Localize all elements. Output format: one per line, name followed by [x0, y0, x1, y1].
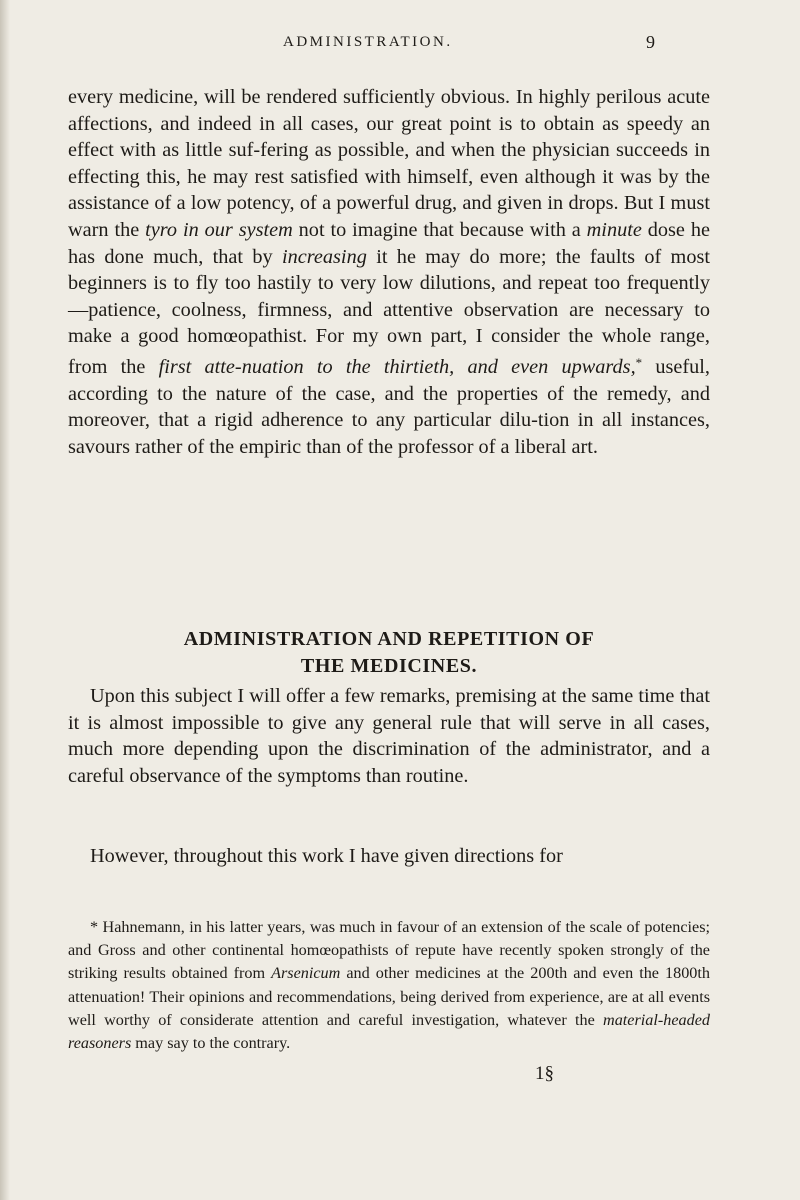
- footnote-reference-mark: *: [635, 354, 643, 370]
- footnote-mark: *: [90, 918, 99, 936]
- paragraph-1-text-1: every medicine, will be rendered sufficiently obvious. In highly perilous acute affections, and indeed in all cases, our great point is to obtain as speedy an effect with as little suf-fering as possible, and when the physician succeeds in effecting this, he may rest satisfied with himself, even although it was by the assistance of a low potency, of a powerful drug, and given in drops. But I must warn the: [68, 86, 710, 241]
- paragraph-1-italic-2: minute: [586, 218, 642, 241]
- paragraph-1-text-4: it he may do more; the faults of most beginners is to fly too hastily to very low dilutions, and repeat too frequently—patience, coolness, firmness, and attentive observation are necessary to make a good homœopathist. For my own part, I consider the whole range, from the: [68, 245, 710, 378]
- paragraph-3: However, throughout this work I have given directions for: [90, 845, 563, 867]
- paragraph-1-italic-4: first atte-nuation to the thirtieth, and even upwards,: [158, 355, 636, 378]
- running-head: [0, 34, 800, 58]
- section-heading-line-2: THE MEDICINES.: [300, 655, 478, 677]
- paragraph-1-text-3: dose he has done much, that by: [68, 218, 710, 268]
- footnote-text-1: Hahnemann, in his latter years, was much in favour of an extension of the scale of potencies; and Gross and other continental homœopathists of repute have recently spoken strongly of the striking results obtained from: [68, 918, 710, 983]
- footnote-text-3: may say to the contrary.: [131, 1034, 291, 1053]
- paragraph-1-italic-3: increasing: [281, 245, 367, 268]
- page-binding-shadow: [0, 0, 10, 1200]
- paragraph-1-text-2: not to imagine that because with a: [292, 218, 587, 241]
- paragraph-2: Upon this subject I will offer a few remarks, premising at the same time that it is almost impossible to give any general rule that will serve in all cases, much more depending upon the discrimination of the administrator, and a careful observance of the symptoms than routine.: [68, 685, 710, 787]
- footnote-italic-1: Arsenicum: [271, 964, 341, 983]
- page-number: 9: [646, 32, 655, 52]
- footnote-italic-2: material-headed reasoners: [68, 1010, 710, 1053]
- paragraph-1: [68, 84, 710, 460]
- footnote: [68, 916, 710, 1055]
- paragraph-1-italic-1: tyro in our system: [145, 218, 293, 241]
- section-heading-line-1: ADMINISTRATION AND REPETITION OF: [183, 628, 595, 650]
- catchword: 1§: [535, 1063, 554, 1084]
- section-heading: [68, 626, 710, 680]
- running-head-title: ADMINISTRATION.: [283, 34, 453, 50]
- footnote-text-2: and other medicines at the 200th and even the 1800th attenuation! Their opinions and recommendations, being derived from experience, are at all events well worthy of considerate attention and careful investigation, whatever the: [68, 964, 710, 1029]
- paragraph-1-text-5: useful, according to the nature of the case, and the properties of the remedy, and moreover, that a rigid adherence to any particular dilu-tion in all instances, savours rather of the empiric than of the professor of a liberal art.: [68, 355, 710, 458]
